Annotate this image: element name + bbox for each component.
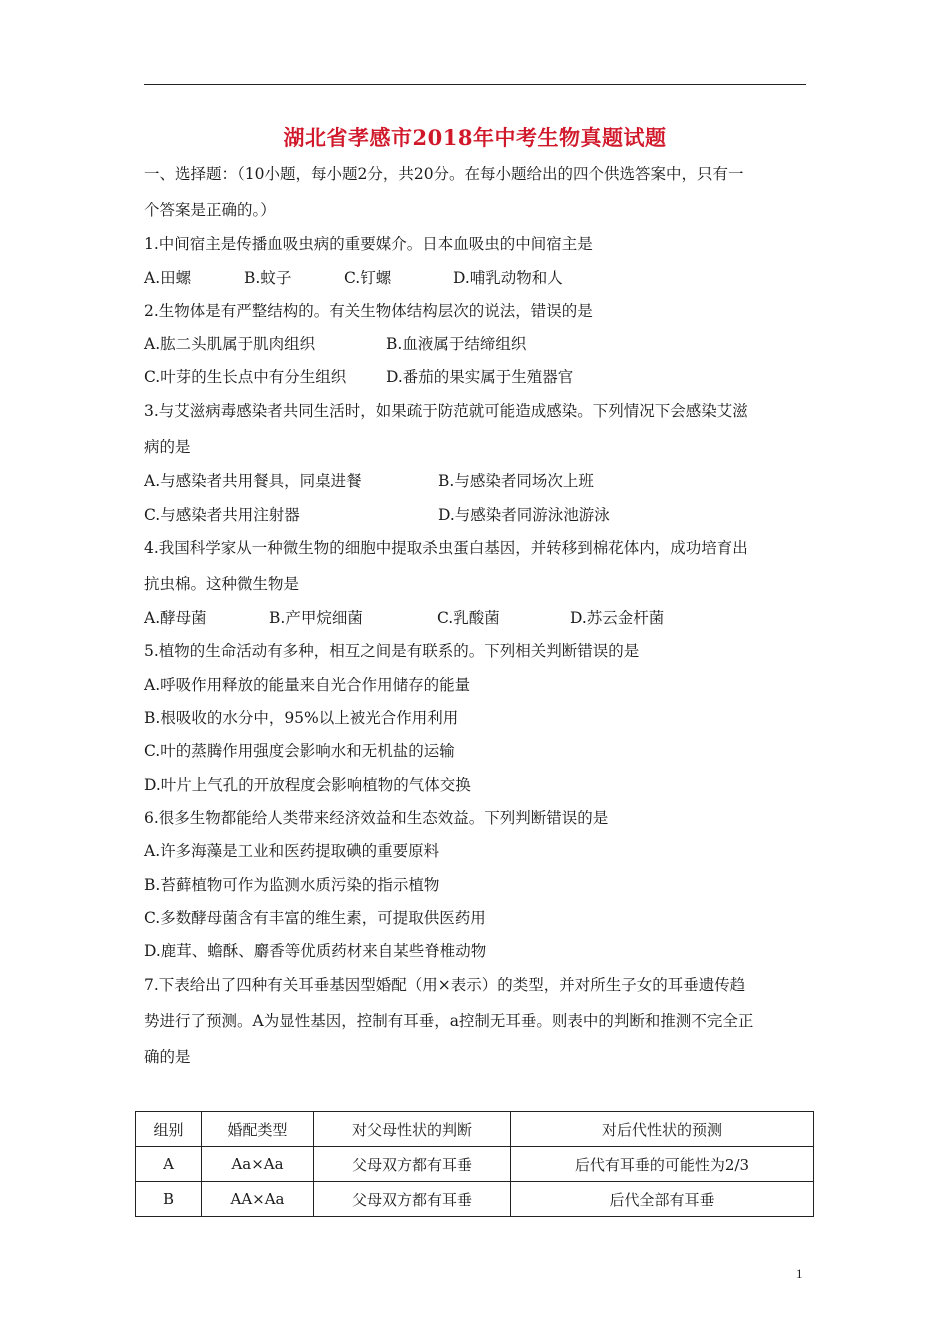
table-header-cell: 组别 <box>136 1112 202 1147</box>
question-4-stem-line2: 抗虫棉。这种微生物是 <box>144 575 300 593</box>
question-3-options-row2 <box>144 505 610 525</box>
question-2-options-row2 <box>144 367 573 387</box>
table-header-cell: 婚配类型 <box>202 1112 314 1147</box>
q5-option-d: D.叶片上气孔的开放程度会影响植物的气体交换 <box>144 776 471 794</box>
q4-option-b: B.产甲烷细菌 <box>269 609 363 627</box>
q5-option-c: C.叶的蒸腾作用强度会影响水和无机盐的运输 <box>144 742 455 760</box>
question-1-stem: 1.中间宿主是传播血吸虫病的重要媒介。日本血吸虫的中间宿主是 <box>144 235 593 253</box>
q5-option-a: A.呼吸作用释放的能量来自光合作用储存的能量 <box>144 676 471 694</box>
genotype-table <box>135 1111 814 1217</box>
question-7-stem-line3: 确的是 <box>144 1048 191 1066</box>
question-3-options-row1 <box>144 471 594 491</box>
q6-option-c: C.多数酵母菌含有丰富的维生素，可提取供医药用 <box>144 909 486 927</box>
q4-option-c: C.乳酸菌 <box>437 609 500 627</box>
page-number: 1 <box>796 1266 803 1281</box>
question-2-options-row1 <box>144 334 526 354</box>
question-4-stem-line1: 4.我国科学家从一种微生物的细胞中提取杀虫蛋白基因，并转移到棉花体内，成功培育出 <box>144 539 748 557</box>
section-instructions-line1: 一、选择题：（10小题，每小题2分，共20分。在每小题给出的四个供选答案中，只有一 <box>144 165 744 183</box>
question-5-stem: 5.植物的生命活动有多种，相互之间是有联系的。下列相关判断错误的是 <box>144 642 640 660</box>
q1-option-d: D.哺乳动物和人 <box>453 269 563 287</box>
question-3-stem-line1: 3.与艾滋病毒感染者共同生活时，如果疏于防范就可能造成感染。下列情况下会感染艾滋 <box>144 402 748 420</box>
question-7-stem-line1: 7.下表给出了四种有关耳垂基因型婚配（用×表示）的类型，并对所生子女的耳垂遗传趋 <box>144 976 746 994</box>
q1-option-a: A.田螺 <box>144 269 192 287</box>
q6-option-a: A.许多海藻是工业和医药提取碘的重要原料 <box>144 842 440 860</box>
table-cell: B <box>136 1182 202 1217</box>
question-3-stem-line2: 病的是 <box>144 438 191 456</box>
table-cell: AA×Aa <box>202 1182 314 1217</box>
table-header-row <box>136 1112 814 1147</box>
table-header-cell: 对后代性状的预测 <box>511 1112 814 1147</box>
table-cell: A <box>136 1147 202 1182</box>
q6-option-d: D.鹿茸、蟾酥、麝香等优质药材来自某些脊椎动物 <box>144 942 487 960</box>
q1-option-b: B.蚊子 <box>244 269 292 287</box>
q2-option-b: B.血液属于结缔组织 <box>386 335 527 353</box>
table-cell: 后代全部有耳垂 <box>511 1182 814 1217</box>
question-7-stem-line2: 势进行了预测。A为显性基因，控制有耳垂，a控制无耳垂。则表中的判断和推测不完全正 <box>144 1012 754 1030</box>
table-cell: 后代有耳垂的可能性为2/3 <box>511 1147 814 1182</box>
q2-option-a: A.肱二头肌属于肌肉组织 <box>144 335 316 353</box>
question-2-stem: 2.生物体是有严整结构的。有关生物体结构层次的说法，错误的是 <box>144 302 593 320</box>
question-1-options <box>144 268 563 288</box>
question-6-stem: 6.很多生物都能给人类带来经济效益和生态效益。下列判断错误的是 <box>144 809 609 827</box>
q1-option-c: C.钉螺 <box>344 269 392 287</box>
q6-option-b: B.苔藓植物可作为监测水质污染的指示植物 <box>144 876 440 894</box>
table-row <box>136 1147 814 1182</box>
table-header-cell: 对父母性状的判断 <box>314 1112 511 1147</box>
section-instructions-line2: 个答案是正确的。） <box>144 201 276 219</box>
page-title: 湖北省孝感市2018年中考生物真题试题 <box>283 125 667 150</box>
header-rule <box>144 84 806 85</box>
question-4-options <box>144 608 664 628</box>
table-cell: 父母双方都有耳垂 <box>314 1147 511 1182</box>
q3-option-a: A.与感染者共用餐具，同桌进餐 <box>144 472 362 490</box>
q5-option-b: B.根吸收的水分中，95%以上被光合作用利用 <box>144 709 459 727</box>
table-cell: 父母双方都有耳垂 <box>314 1182 511 1217</box>
q3-option-d: D.与感染者同游泳池游泳 <box>438 506 610 524</box>
q2-option-c: C.叶芽的生长点中有分生组织 <box>144 368 347 386</box>
q4-option-a: A.酵母菌 <box>144 609 207 627</box>
q2-option-d: D.番茄的果实属于生殖器官 <box>386 368 574 386</box>
table-row <box>136 1182 814 1217</box>
q3-option-b: B.与感染者同场次上班 <box>438 472 594 490</box>
q4-option-d: D.苏云金杆菌 <box>570 609 665 627</box>
q3-option-c: C.与感染者共用注射器 <box>144 506 300 524</box>
table-cell: Aa×Aa <box>202 1147 314 1182</box>
